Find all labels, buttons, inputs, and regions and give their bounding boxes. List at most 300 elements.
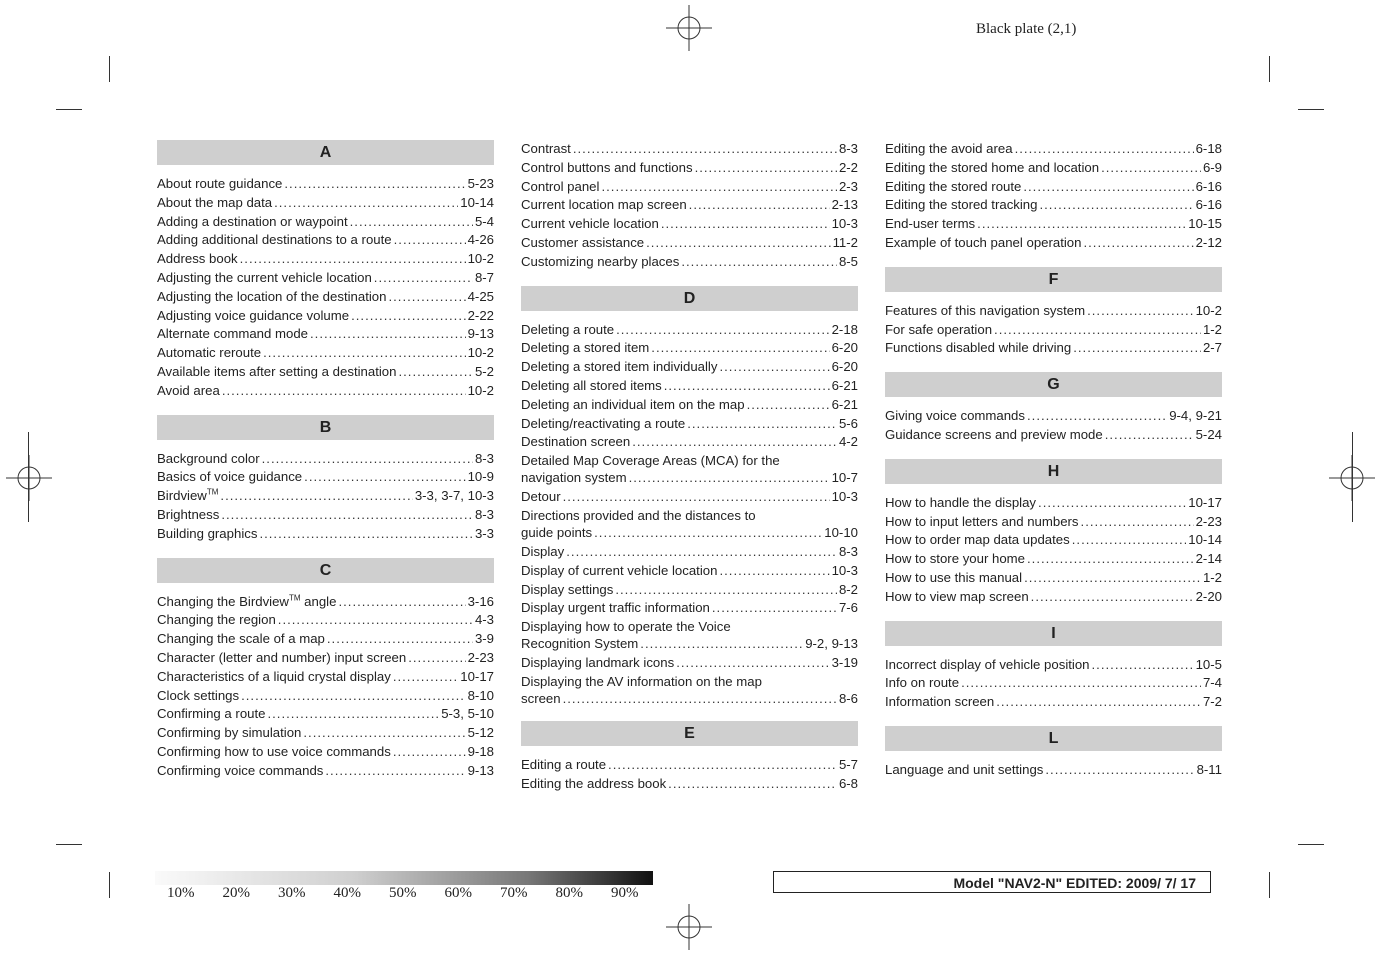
index-entry [885, 339, 1222, 358]
index-entry [157, 194, 494, 213]
index-entry [157, 611, 494, 630]
page-ref: 8-7 [474, 269, 494, 285]
index-entry [157, 743, 494, 762]
index-entry [157, 525, 494, 544]
index-entry [521, 756, 858, 775]
entry-title: Character (letter and number) input screen [157, 649, 407, 665]
leader-dots [388, 288, 465, 307]
leader-dots [1023, 178, 1193, 197]
crop-mark [109, 56, 110, 82]
leader-dots [676, 654, 829, 673]
index-entry [885, 550, 1222, 569]
page-ref: 6-20 [831, 359, 858, 375]
entry-title-line: Detailed Map Coverage Areas (MCA) for the [521, 453, 780, 469]
entry-title: For safe operation [885, 321, 993, 337]
leader-dots [563, 488, 830, 507]
index-entry [521, 654, 858, 673]
index-entry [157, 668, 494, 687]
index-entry-list [885, 761, 1222, 780]
leader-dots [304, 468, 465, 487]
index-entry [885, 234, 1222, 253]
index-entry [157, 213, 494, 232]
crop-mark [56, 109, 82, 110]
index-entry [157, 288, 494, 307]
entry-title: Editing the address book [521, 775, 667, 791]
page-ref: 10-17 [1188, 494, 1222, 510]
page-ref: 2-14 [1195, 551, 1222, 567]
section-header: G [885, 372, 1222, 397]
index-entry [157, 649, 494, 668]
leader-dots [712, 599, 837, 618]
leader-dots [573, 140, 837, 159]
leader-dots [262, 450, 473, 469]
index-entry-list [885, 494, 1222, 607]
entry-title: Deleting/reactivating a route [521, 415, 686, 431]
page-ref: 5-23 [467, 176, 494, 191]
entry-title: Detour [521, 489, 561, 505]
entry-title-line: Displaying the AV information on the map [521, 673, 762, 689]
index-entry [521, 543, 858, 562]
section-header: E [521, 721, 858, 746]
index-entry [885, 531, 1222, 550]
crop-mark [1298, 109, 1324, 110]
entry-title: Editing the avoid area [885, 141, 1013, 156]
index-entry [521, 433, 858, 452]
page-ref: 3-16 [467, 593, 494, 609]
page-ref: 8-10 [467, 687, 494, 703]
index-entry [521, 488, 858, 507]
index-entry [157, 468, 494, 487]
index-entry [885, 656, 1222, 675]
page-ref: 6-9 [1202, 159, 1222, 175]
leader-dots [1027, 407, 1167, 426]
entry-title: Editing a route [521, 756, 607, 772]
entry-title: Incorrect display of vehicle position [885, 656, 1090, 672]
page-ref: 10-5 [1195, 656, 1222, 672]
entry-title: Brightness [157, 506, 220, 522]
index-entry [521, 673, 858, 707]
entry-title: Info on route [885, 675, 960, 691]
leader-dots [267, 705, 439, 724]
page-ref: 3-19 [831, 655, 858, 671]
index-entry [885, 159, 1222, 178]
entry-title: End-user terms [885, 216, 976, 232]
page-ref: 6-18 [1195, 141, 1222, 156]
index-column-1 [157, 140, 494, 795]
entry-title-line: Displaying how to operate the Voice [521, 619, 731, 635]
crop-mark [109, 872, 110, 898]
crop-mark [1298, 844, 1324, 845]
entry-title: Confirming voice commands [157, 762, 324, 778]
page-ref: 9-18 [467, 743, 494, 759]
entry-title: Available items after setting a destination [157, 363, 397, 379]
leader-dots [1105, 426, 1194, 445]
leader-dots [1081, 513, 1194, 532]
leader-dots [994, 321, 1201, 340]
page-ref: 5-7 [838, 756, 858, 772]
leader-dots [695, 159, 837, 178]
page-ref: 4-26 [467, 232, 494, 248]
index-entry [157, 382, 494, 401]
page-ref: 8-3 [474, 450, 494, 466]
leader-dots [393, 743, 466, 762]
page-ref: 10-2 [467, 251, 494, 267]
page-ref: 4-3 [474, 612, 494, 628]
page-ref: 2-13 [831, 197, 858, 213]
tone-percent-label: 90% [611, 885, 639, 901]
index-entry [885, 494, 1222, 513]
index-entry [521, 159, 858, 178]
section-header: I [885, 621, 1222, 646]
leader-dots [222, 382, 466, 401]
index-entry [885, 761, 1222, 780]
entry-title: Alternate command mode [157, 326, 308, 342]
entry-title: Display settings [521, 581, 614, 597]
page-ref: 2-22 [467, 307, 494, 323]
entry-title: Confirming how to use voice commands [157, 743, 391, 759]
entry-title: Guidance screens and preview mode [885, 426, 1103, 442]
page-ref: 3-3 [474, 525, 494, 541]
page-ref: 5-12 [467, 725, 494, 741]
section-header: A [157, 140, 494, 165]
index-entry [157, 250, 494, 269]
index-entry [157, 269, 494, 288]
leader-dots [241, 687, 466, 706]
index-entry-list [157, 593, 494, 781]
page-ref: 2-20 [1195, 588, 1222, 604]
page-ref: 11-2 [832, 234, 858, 250]
leader-dots [646, 234, 830, 253]
leader-dots [719, 562, 829, 581]
index-entry [521, 196, 858, 215]
index-entry [885, 407, 1222, 426]
entry-title: Contrast [521, 141, 571, 156]
index-entry [521, 562, 858, 581]
index-entry [885, 302, 1222, 321]
entry-title: Avoid area [157, 382, 220, 398]
tone-percent-label: 20% [222, 885, 250, 901]
entry-title: About the map data [157, 194, 273, 210]
leader-dots [310, 325, 466, 344]
registration-mark-icon [666, 904, 712, 950]
entry-title: Characteristics of a liquid crystal display [157, 668, 391, 684]
tone-percent-label: 60% [444, 885, 472, 901]
section-header: C [157, 558, 494, 583]
page-ref: 10-3 [831, 216, 858, 232]
entry-title: Customer assistance [521, 234, 645, 250]
entry-title: Editing the stored tracking [885, 197, 1038, 213]
index-entry [157, 687, 494, 706]
crop-mark [1352, 432, 1353, 522]
page-ref: 4-25 [467, 288, 494, 304]
index-entry [521, 396, 858, 415]
index-entry [157, 325, 494, 344]
index-entry [157, 344, 494, 363]
entry-title: How to order map data updates [885, 532, 1070, 548]
entry-title: Adding a destination or waypoint [157, 213, 348, 229]
leader-dots [303, 724, 465, 743]
page-ref: 8-3 [474, 506, 494, 522]
leader-dots [563, 690, 837, 707]
page-ref: 5-4 [474, 213, 494, 229]
entry-title: Display of current vehicle location [521, 562, 718, 578]
entry-title: How to input letters and numbers [885, 513, 1079, 529]
page-ref: 8-3 [838, 543, 858, 559]
tone-scale-bar [155, 871, 653, 885]
page-ref: 5-24 [1195, 426, 1222, 442]
entry-title: Adding additional destinations to a route [157, 232, 392, 248]
page-ref: 10-14 [460, 194, 494, 210]
index-entry-list [521, 321, 858, 707]
index-entry [521, 178, 858, 197]
tone-percent-label: 10% [167, 885, 195, 901]
leader-dots [1073, 339, 1201, 358]
leader-dots [274, 194, 458, 213]
tone-percent-label: 70% [500, 885, 528, 901]
registration-mark-icon [6, 455, 52, 501]
leader-dots [601, 178, 836, 197]
index-entry [521, 618, 858, 652]
leader-dots [351, 307, 466, 326]
leader-dots [616, 321, 829, 340]
index-entry [521, 215, 858, 234]
page-ref: 8-5 [838, 253, 858, 269]
leader-dots [338, 593, 465, 612]
page-ref: 10-17 [460, 668, 494, 684]
leader-dots [221, 506, 473, 525]
index-entry [157, 724, 494, 743]
index-entry [521, 452, 858, 486]
index-entry [157, 506, 494, 525]
entry-title: Adjusting voice guidance volume [157, 307, 350, 323]
index-column-3 [885, 140, 1222, 794]
index-entry [521, 321, 858, 340]
entry-title: Current vehicle location [521, 216, 659, 232]
page-ref: 8-3 [838, 141, 858, 156]
leader-dots [608, 756, 837, 775]
index-entry [157, 630, 494, 649]
entry-title: Adjusting the current vehicle location [157, 269, 372, 285]
index-column-2 [521, 140, 858, 808]
leader-dots [1087, 302, 1193, 321]
leader-dots [350, 213, 473, 232]
page-ref: 2-7 [1202, 340, 1222, 356]
entry-title: How to view map screen [885, 588, 1029, 604]
page-ref: 1-2 [1202, 321, 1222, 337]
entry-title: Changing the scale of a map [157, 631, 325, 647]
leader-dots [996, 693, 1201, 712]
entry-title: Display [521, 543, 565, 559]
entry-title: Changing the Birdview™ angle [157, 593, 337, 609]
index-entry [157, 175, 494, 194]
tone-percent-label: 40% [333, 885, 361, 901]
page-ref: 10-2 [467, 345, 494, 361]
crop-mark [1269, 56, 1270, 82]
page-ref: 5-2 [474, 363, 494, 379]
leader-dots [1024, 569, 1201, 588]
index-entry [885, 196, 1222, 215]
page-ref: 10-7 [831, 470, 858, 486]
leader-dots [661, 215, 830, 234]
entry-title: Destination screen [521, 434, 631, 450]
index-entry [885, 513, 1222, 532]
entry-title: Confirming a route [157, 706, 266, 722]
leader-dots [668, 775, 837, 794]
leader-dots [1038, 494, 1186, 513]
leader-dots [374, 269, 473, 288]
entry-title: Deleting an individual item on the map [521, 396, 745, 412]
index-entry [521, 599, 858, 618]
registration-mark-icon [666, 5, 712, 51]
leader-dots [640, 635, 803, 652]
leader-dots [1092, 656, 1194, 675]
page-ref: 4-2 [838, 434, 858, 450]
tone-percent-label: 80% [555, 885, 583, 901]
entry-title: Functions disabled while driving [885, 340, 1072, 356]
index-entry [521, 234, 858, 253]
leader-dots [1027, 550, 1194, 569]
page-ref: 9-13 [467, 762, 494, 778]
entry-title: Address book [157, 251, 238, 267]
index-entry [157, 307, 494, 326]
entry-title: Language and unit settings [885, 761, 1044, 777]
leader-dots [615, 581, 837, 600]
index-entry-list [157, 450, 494, 544]
page-ref: 3-3, 3-7, 10-3 [414, 488, 494, 504]
trademark-mark: TM [288, 593, 301, 603]
page-ref: 9-2, 9-13 [805, 636, 858, 652]
entry-title: navigation system [521, 470, 627, 486]
index-entry [885, 588, 1222, 607]
page-ref: 8-6 [838, 690, 858, 706]
leader-dots [1083, 234, 1193, 253]
leader-dots [220, 487, 412, 506]
section-header: D [521, 286, 858, 311]
entry-title: Automatic reroute [157, 345, 262, 361]
index-entry [521, 140, 858, 159]
page-ref: 6-16 [1195, 178, 1222, 194]
entry-title: Information screen [885, 694, 995, 710]
entry-title: Customizing nearby places [521, 253, 680, 269]
entry-title: screen [521, 690, 561, 706]
page-ref: 2-18 [831, 321, 858, 337]
leader-dots [393, 668, 458, 687]
leader-dots [687, 415, 837, 434]
leader-dots [1045, 761, 1194, 780]
page-ref: 6-21 [831, 377, 858, 393]
index-entry [885, 140, 1222, 159]
section-header: H [885, 459, 1222, 484]
entry-title: Confirming by simulation [157, 725, 302, 741]
page-ref: 6-20 [831, 340, 858, 356]
leader-dots [689, 196, 830, 215]
entry-title: Clock settings [157, 687, 240, 703]
entry-title: Adjusting the location of the destination [157, 288, 387, 304]
index-entry [521, 507, 858, 541]
entry-title: How to handle the display [885, 494, 1037, 510]
page-ref: 10-2 [1195, 302, 1222, 318]
index-entry [885, 569, 1222, 588]
index-entry [885, 321, 1222, 340]
entry-title: Example of touch panel operation [885, 234, 1082, 250]
page-ref: 9-4, 9-21 [1169, 408, 1222, 424]
leader-dots [747, 396, 830, 415]
leader-dots [629, 469, 830, 486]
entry-title: Current location map screen [521, 197, 687, 213]
page-ref: 10-3 [831, 489, 858, 505]
leader-dots [284, 175, 465, 194]
page-ref: 5-3, 5-10 [441, 706, 494, 722]
leader-dots [398, 363, 472, 382]
entry-title: Recognition System [521, 636, 639, 652]
page-ref: 8-2 [838, 581, 858, 597]
index-entry [157, 487, 494, 506]
entry-title: Deleting a route [521, 321, 615, 337]
page-ref: 10-9 [467, 469, 494, 485]
leader-dots [259, 525, 473, 544]
page-ref: 2-2 [838, 159, 858, 175]
index-entry [521, 377, 858, 396]
entry-title: Editing the stored home and location [885, 159, 1100, 175]
index-entry [521, 339, 858, 358]
section-header: L [885, 726, 1222, 751]
index-entry [885, 674, 1222, 693]
tone-percent-label: 50% [389, 885, 417, 901]
index-entry [885, 426, 1222, 445]
entry-title: How to use this manual [885, 569, 1023, 585]
tone-percent-label: 30% [278, 885, 306, 901]
entry-title: Deleting all stored items [521, 377, 662, 393]
entry-title: Editing the stored route [885, 178, 1022, 194]
entry-title: How to store your home [885, 551, 1025, 567]
index-entry [521, 253, 858, 272]
leader-dots [394, 231, 466, 250]
entry-title: About route guidance [157, 176, 283, 191]
index-entry [157, 231, 494, 250]
entry-title: Basics of voice guidance [157, 469, 303, 485]
page-ref: 7-2 [1202, 694, 1222, 710]
leader-dots [1031, 588, 1194, 607]
index-entry-list [885, 302, 1222, 358]
leader-dots [263, 344, 466, 363]
page-ref: 10-15 [1188, 216, 1222, 232]
index-entry-list [885, 140, 1222, 253]
leader-dots [566, 543, 837, 562]
entry-title: Deleting a stored item individually [521, 359, 718, 375]
leader-dots [651, 339, 829, 358]
page-ref: 7-4 [1202, 675, 1222, 691]
leader-dots [1015, 140, 1194, 159]
leader-dots [681, 253, 837, 272]
page-ref: 7-6 [838, 600, 858, 616]
entry-title: Control buttons and functions [521, 159, 693, 175]
index-entry-list [521, 756, 858, 794]
index-entry [521, 358, 858, 377]
index-entry [157, 705, 494, 724]
index-entry [157, 762, 494, 781]
leader-dots [240, 250, 466, 269]
crop-mark [28, 432, 29, 522]
entry-title: Building graphics [157, 525, 258, 541]
leader-dots [325, 762, 465, 781]
page-ref: 10-2 [467, 382, 494, 398]
index-entry [157, 363, 494, 382]
entry-title-line: Directions provided and the distances to [521, 507, 756, 523]
entry-title: Background color [157, 450, 260, 466]
page-ref: 10-14 [1188, 532, 1222, 548]
crop-mark [1269, 872, 1270, 898]
section-header: F [885, 267, 1222, 292]
